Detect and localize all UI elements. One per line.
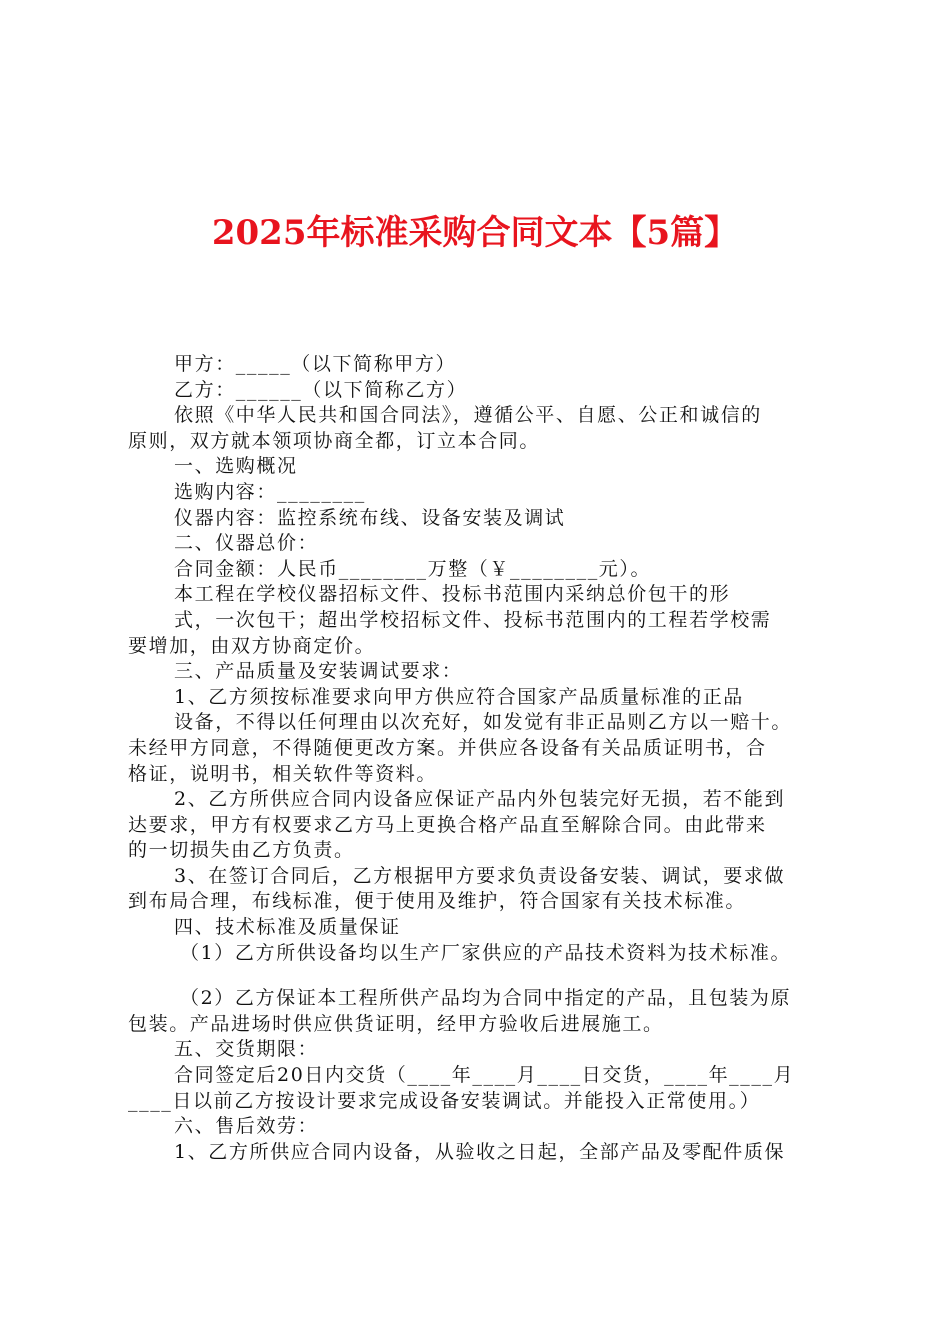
paragraph-line: 1、乙方所供应合同内设备，从验收之日起，全部产品及零配件质保 xyxy=(174,1140,786,1163)
blank-gap xyxy=(128,966,838,986)
paragraph-line: 格证，说明书，相关软件等资料。 xyxy=(128,762,438,785)
section-heading: 四、技术标准及质量保证 xyxy=(174,916,401,939)
paragraph-line: 本工程在学校仪器招标文件、投标书范围内采纳总价包干的形 xyxy=(174,583,731,606)
paragraph-line: 的一切损失由乙方负责。 xyxy=(128,839,355,862)
paragraph-line: 原则，双方就本领项协商全都，订立本合同。 xyxy=(128,429,541,452)
section-heading: 六、售后效劳： xyxy=(174,1115,319,1138)
paragraph-line: （1）乙方所供设备均以生产厂家供应的产品技术资料为技术标准。 xyxy=(180,941,792,964)
section-heading: 二、仪器总价： xyxy=(174,532,319,555)
section-heading: 三、产品质量及安装调试要求： xyxy=(174,660,463,683)
paragraph-line: 1、乙方须按标准要求向甲方供应符合国家产品质量标准的正品 xyxy=(174,685,744,708)
section-heading: 五、交货期限： xyxy=(174,1038,319,1061)
party-b-line: 乙方：______（以下简称乙方） xyxy=(174,378,468,401)
paragraph-line: 3、在签订合同后，乙方根据甲方要求负责设备安装、调试，要求做 xyxy=(174,864,786,887)
paragraph-line: 式，一次包干；超出学校招标文件、投标书范围内的工程若学校需 xyxy=(174,608,772,631)
document-body xyxy=(128,352,838,1165)
paragraph-line: 合同金额：人民币________万整（￥________元）。 xyxy=(174,557,652,580)
paragraph-line: 仪器内容：监控系统布线、设备安装及调试 xyxy=(174,506,566,529)
paragraph-line: 未经甲方同意，不得随便更改方案。并供应各设备有关品质证明书，合 xyxy=(128,736,767,759)
paragraph-line: 包装。产品进场时供应供货证明，经甲方验收后进展施工。 xyxy=(128,1012,664,1035)
paragraph-line: 合同签定后20日内交货（____年____月____日交货，____年____月 xyxy=(174,1064,795,1087)
paragraph-line: 2、乙方所供应合同内设备应保证产品内外包装完好无损，若不能到 xyxy=(174,788,786,811)
paragraph-line: ____日以前乙方按设计要求完成设备安装调试。并能投入正常使用。） xyxy=(128,1089,761,1112)
paragraph-line: 选购内容：________ xyxy=(174,480,366,503)
section-heading: 一、选购概况 xyxy=(174,455,298,478)
paragraph-line: （2）乙方保证本工程所供产品均为合同中指定的产品，且包装为原 xyxy=(180,987,792,1010)
paragraph-line: 到布局合理，布线标准，便于使用及维护，符合国家有关技术标准。 xyxy=(128,890,747,913)
paragraph-line: 达要求，甲方有权要求乙方马上更换合格产品直至解除合同。由此带来 xyxy=(128,813,767,836)
party-a-line: 甲方：_____（以下简称甲方） xyxy=(174,353,457,375)
paragraph-line: 要增加，由双方协商定价。 xyxy=(128,634,376,657)
paragraph-line: 设备，不得以任何理由以次充好，如发觉有非正品则乙方以一赔十。 xyxy=(174,711,793,734)
paragraph-line: 依照《中华人民共和国合同法》，遵循公平、自愿、公正和诚信的 xyxy=(174,404,762,427)
document-title: 2025年标准采购合同文本【5篇】 xyxy=(211,213,739,253)
